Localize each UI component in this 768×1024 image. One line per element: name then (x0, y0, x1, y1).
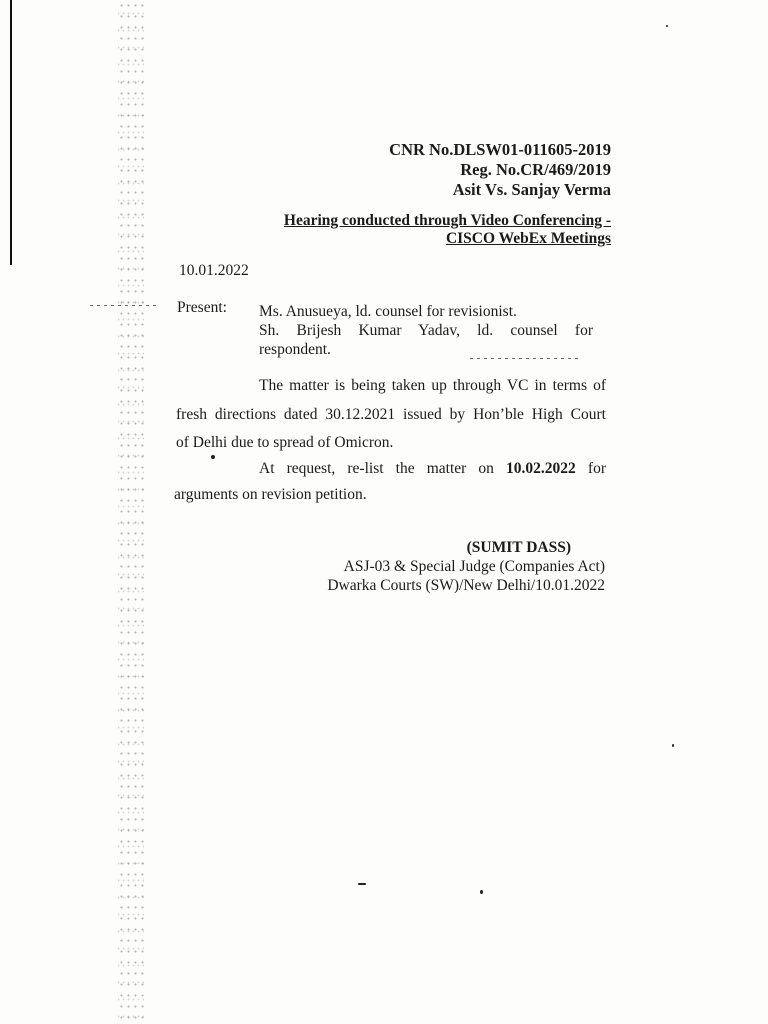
scan-edge-line (10, 0, 12, 265)
hearing-title-line-2: CISCO WebEx Meetings (445, 230, 611, 247)
order-date: 10.01.2022 (179, 262, 249, 279)
ink-dot (672, 744, 674, 747)
ink-dot (480, 890, 483, 894)
ink-dot (666, 25, 668, 27)
para2-text-post: for (575, 460, 606, 477)
judge-designation: ASJ-03 & Special Judge (Companies Act) (343, 558, 605, 575)
scan-dash-line (470, 358, 580, 359)
para1-line-1: The matter is being taken up through VC in terms of (259, 377, 606, 394)
para1-line-3: of Delhi due to spread of Omicron. (176, 434, 394, 451)
registration-number: Reg. No.CR/469/2019 (460, 160, 611, 179)
scan-noise-strip (118, 0, 144, 1024)
order-paragraph-relist (174, 456, 606, 508)
cnr-number: CNR No.DLSW01-011605-2019 (389, 140, 611, 159)
ink-smudge (358, 883, 366, 885)
case-header (389, 140, 611, 200)
present-label: Present: (177, 299, 227, 316)
court-location: Dwarka Courts (SW)/New Delhi/10.01.2022 (327, 577, 605, 594)
hearing-mode-title (284, 212, 611, 248)
present-list (259, 302, 593, 359)
counsel-respondent-line-1: Sh. Brijesh Kumar Yadav, ld. counsel for (259, 322, 593, 339)
order-paragraph-vc (176, 372, 606, 458)
scan-dash-line (90, 305, 160, 306)
next-hearing-date: 10.02.2022 (506, 460, 576, 477)
hearing-title-line-1: Hearing conducted through Video Conferencing - (283, 212, 611, 229)
para1-line-2: fresh directions dated 30.12.2021 issued by Hon’ble High Court (176, 405, 606, 423)
judge-name: (SUMIT DASS) (466, 539, 571, 556)
counsel-respondent-line-2: respondent. (259, 341, 331, 358)
ink-dot (211, 455, 215, 459)
para2-text-pre: At request, re-list the matter on (259, 460, 507, 477)
para2-line-2: arguments on revision petition. (174, 486, 367, 503)
para2-line-1 (174, 456, 606, 482)
counsel-revisionist: Ms. Anusueya, ld. counsel for revisionist. (259, 303, 517, 320)
case-parties: Asit Vs. Sanjay Verma (452, 180, 611, 199)
judge-signature-block (327, 538, 605, 595)
